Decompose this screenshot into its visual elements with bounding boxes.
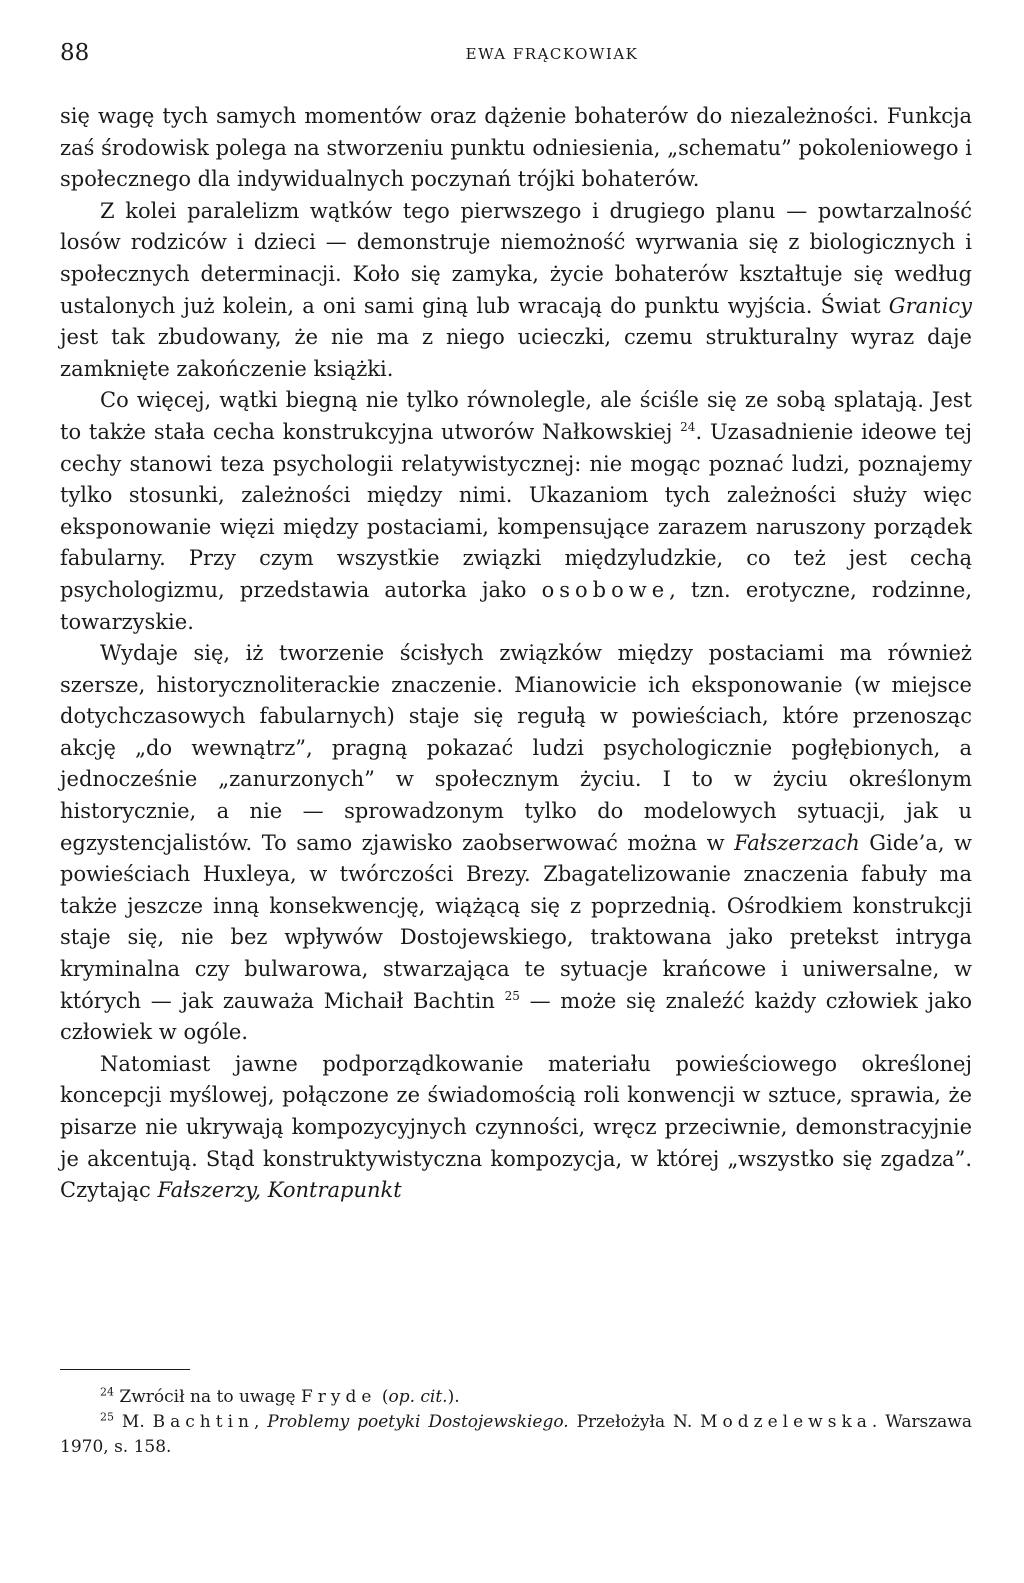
text-run: Z kolei paralelizm wątków tego pierwszego i drugiego planu — powtarzalność losów rodziców i dzieci — demonstruje niemożność wyrwania się z biologicznych i społecznych determinacji. Koło się zamyka, życie bohaterów kształtuje się według ustalonych już kolein, a oni sami giną lub wracają do punktu wyjścia. Świat <box>60 198 972 318</box>
italic-title-falszerzach: Fałszerzach <box>734 830 860 855</box>
running-head: EWA FRĄCKOWIAK <box>465 45 639 63</box>
page-header <box>60 40 974 70</box>
spaced-translator: Modzelewska <box>700 1412 872 1432</box>
text-run: ( <box>376 1387 389 1407</box>
paragraph-5 <box>60 1049 972 1207</box>
text-run: M. <box>114 1412 153 1432</box>
footnote-divider <box>60 1369 190 1370</box>
italic-titles: Fałszerzy, Kontrapunkt <box>157 1178 402 1203</box>
footnote-number: 25 <box>100 1410 114 1424</box>
text-run: Przełożyła N. <box>568 1412 701 1432</box>
body-text <box>60 101 972 1207</box>
paragraph-3 <box>60 385 972 638</box>
footnote-number: 24 <box>100 1385 114 1399</box>
text-run: . Uzasadnienie ideowe tej cechy stanowi teza psychologii relatywistycznej: nie mogąc poznać ludzi, poznajemy tylko stosunki, zależności między nimi. Ukazaniom tych zależności służy więc eksponowanie więzi między postaciami, kompensujące zarazem naruszony porządek fabularny. Przy czym wszystkie związki międzyludzkie, co też jest cechą psychologizmu, przedstawia autorka jako <box>60 419 972 602</box>
spaced-emphasis: osobowe <box>541 577 670 602</box>
footnote-ref-24[interactable]: 24 <box>680 419 696 434</box>
text-run: , tzn. erotyczne, rodzinne, towarzyskie. <box>60 577 972 634</box>
paragraph-1: się wagę tych samych momentów oraz dążenie bohaterów do niezależności. Funkcja zaś środowisk polega na stworzeniu punktu odniesienia, „schematu” pokoleniowego i społecznego dla indywidualnych poczynań trójki bohaterów. <box>60 104 972 192</box>
italic-ref: op. cit. <box>388 1387 448 1407</box>
paragraph-2 <box>60 196 972 386</box>
text-run: jest tak zbudowany, że nie ma z niego ucieczki, czemu strukturalny wyraz daje zamknięte zakończenie książki. <box>60 325 972 381</box>
italic-title-granicy: Granicy <box>888 293 972 318</box>
text-run: ). <box>447 1387 460 1407</box>
footnotes <box>60 1385 972 1460</box>
paragraph-4 <box>60 638 972 1049</box>
page-number: 88 <box>60 40 90 66</box>
text-run: Natomiast jawne podporządkowanie materiału powieściowego określonej koncepcji myślowej, połączone ze świadomością roli konwencji w sztuce, sprawia, że pisarze nie ukrywają kompozycyjnych czynności, wręcz przeciwnie, demonstracyjnie je akcentują. Stąd konstruktywistyczna kompozycja, w której „wszystko się zgadza”. Czytając <box>60 1051 972 1203</box>
text-run: . Warszawa 1970, s. 158. <box>60 1412 972 1457</box>
text-run: , <box>253 1412 268 1432</box>
italic-book-title: Problemy poetyki Dostojewskiego. <box>267 1412 569 1432</box>
text-run: Wydaje się, iż tworzenie ścisłych związków między postaciami ma również szersze, historycznoliterackie znaczenie. Mianowicie ich eksponowanie (w miejsce dotychczasowych fabularnych) staje się regułą w powieściach, które przenosząc akcję „do wewnątrz”, pragną pokazać ludzi psychologicznie pogłębionych, a jednocześnie „zanurzonych” w społecznym życiu. I to w życiu określonym historycznie, a nie — sprowadzonym tylko do modelowych sytuacji, jak u egzystencjalistów. To samo zjawisko zaobserwować można w <box>60 641 972 855</box>
footnote-ref-25[interactable]: 25 <box>504 988 520 1003</box>
text-run: Zwrócił na to uwagę <box>114 1387 301 1407</box>
spaced-author: Bachtin <box>152 1412 254 1432</box>
spaced-author: Fryde <box>300 1387 377 1407</box>
text-run: Co więcej, wątki biegną nie tylko równolegle, ale ściśle się ze sobą splatają. Jest to także stała cecha konstrukcyjna utworów Nałkowskiej <box>60 388 972 444</box>
footnote-24 <box>60 1385 972 1410</box>
footnote-25 <box>60 1410 972 1460</box>
text-run: Gide’a, w powieściach Huxleya, w twórczości Brezy. Zbagatelizowanie znaczenia fabuły ma także jeszcze inną konsekwencję, wiążącą się z poprzednią. Ośrodkiem konstrukcji staje się, nie bez wpływów Dostojewskiego, traktowana jako pretekst intryga kryminalna czy bulwarowa, stwarzająca te sytuacje krańcowe i uniwersalne, w których — jak zauważa Michaił Bachtin <box>60 830 972 1013</box>
text-run: — może się znaleźć każdy człowiek jako człowiek w ogóle. <box>60 988 972 1045</box>
